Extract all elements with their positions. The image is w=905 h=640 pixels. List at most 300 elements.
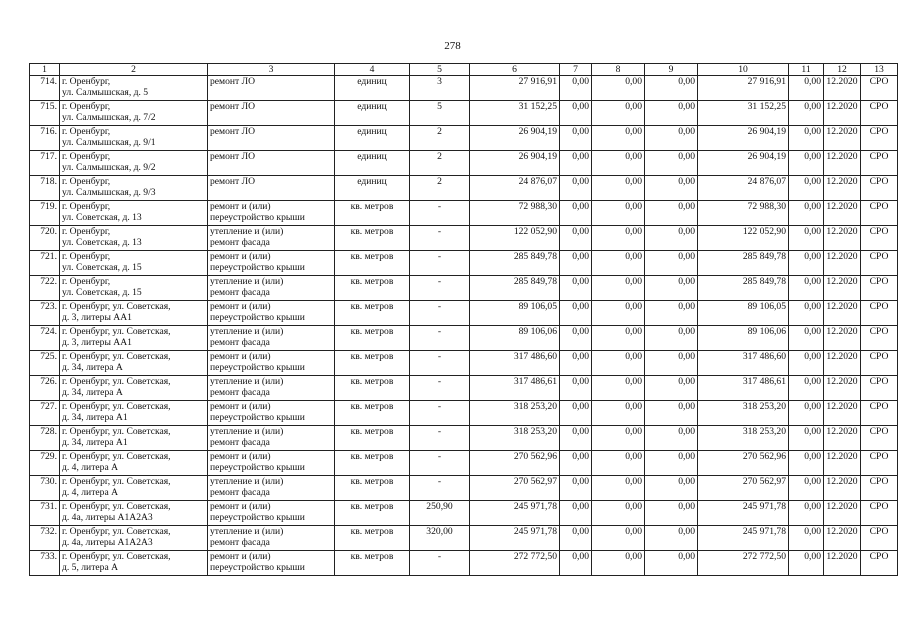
organization-cell: СРО xyxy=(861,326,898,351)
address-line-1: г. Оренбург, ул. Советская, xyxy=(62,451,171,462)
quantity-cell: - xyxy=(410,551,470,576)
col8-cell: 0,00 xyxy=(592,401,645,426)
col7-cell: 0,00 xyxy=(560,76,592,101)
quantity-cell: - xyxy=(410,301,470,326)
address-line-1: г. Оренбург, ул. Советская, xyxy=(62,476,171,487)
address-line-1: г. Оренбург, xyxy=(62,201,111,212)
organization-cell: СРО xyxy=(861,76,898,101)
address-line-1: г. Оренбург, ул. Советская, xyxy=(62,301,171,312)
work-type-line-2: ремонт фасада xyxy=(210,487,270,498)
col7-cell: 0,00 xyxy=(560,476,592,501)
col10-cell: 317 486,60 xyxy=(698,351,789,376)
completion-date-cell: 12.2020 xyxy=(824,276,861,301)
address-line-1: г. Оренбург, ул. Советская, xyxy=(62,551,171,562)
col7-cell: 0,00 xyxy=(560,401,592,426)
col10-cell: 285 849,78 xyxy=(698,276,789,301)
col8-cell: 0,00 xyxy=(592,151,645,176)
column-header: 1 xyxy=(30,64,60,76)
work-type-cell xyxy=(208,551,335,576)
unit-cell: кв. метров xyxy=(335,426,410,451)
unit-cell: единиц xyxy=(335,176,410,201)
col7-cell: 0,00 xyxy=(560,376,592,401)
total-cost-cell: 72 988,30 xyxy=(470,201,560,226)
col7-cell: 0,00 xyxy=(560,201,592,226)
work-type-cell xyxy=(208,501,335,526)
work-type-cell xyxy=(208,276,335,301)
col10-cell: 26 904,19 xyxy=(698,126,789,151)
address-line-2: д. 4, литера А xyxy=(62,487,119,498)
quantity-cell: 2 xyxy=(410,176,470,201)
col10-cell: 31 152,25 xyxy=(698,101,789,126)
table-row xyxy=(30,476,898,501)
col11-cell: 0,00 xyxy=(789,151,824,176)
work-type-line-1: утепление и (или) xyxy=(210,476,284,487)
address-line-2: ул. Салмышская, д. 9/2 xyxy=(62,162,156,173)
work-type-line-2: переустройство крыши xyxy=(210,562,305,573)
address-line-2: ул. Салмышская, д. 5 xyxy=(62,87,149,98)
unit-cell: единиц xyxy=(335,101,410,126)
work-type-line-1: утепление и (или) xyxy=(210,526,284,537)
quantity-cell: - xyxy=(410,276,470,301)
col9-cell: 0,00 xyxy=(645,476,698,501)
address-cell xyxy=(60,326,208,351)
work-type-cell xyxy=(208,426,335,451)
col11-cell: 0,00 xyxy=(789,451,824,476)
col9-cell: 0,00 xyxy=(645,76,698,101)
row-number: 729. xyxy=(30,451,60,476)
quantity-cell: - xyxy=(410,326,470,351)
col8-cell: 0,00 xyxy=(592,176,645,201)
total-cost-cell: 317 486,61 xyxy=(470,376,560,401)
work-type-cell xyxy=(208,401,335,426)
address-cell xyxy=(60,376,208,401)
col9-cell: 0,00 xyxy=(645,201,698,226)
quantity-cell: - xyxy=(410,426,470,451)
address-cell xyxy=(60,426,208,451)
work-type-line-1: ремонт и (или) xyxy=(210,201,271,212)
address-line-1: г. Оренбург, xyxy=(62,76,111,87)
col10-cell: 245 971,78 xyxy=(698,526,789,551)
col9-cell: 0,00 xyxy=(645,426,698,451)
work-type-cell xyxy=(208,176,335,201)
col11-cell: 0,00 xyxy=(789,226,824,251)
organization-cell: СРО xyxy=(861,451,898,476)
address-line-2: д. 3, литеры АА1 xyxy=(62,337,132,348)
column-header: 13 xyxy=(861,64,898,76)
unit-cell: кв. метров xyxy=(335,476,410,501)
unit-cell: единиц xyxy=(335,76,410,101)
table-row xyxy=(30,251,898,276)
address-line-2: ул. Советская, д. 15 xyxy=(62,262,142,273)
work-type-cell xyxy=(208,151,335,176)
work-type-line-1: ремонт и (или) xyxy=(210,351,271,362)
col11-cell: 0,00 xyxy=(789,276,824,301)
address-cell xyxy=(60,451,208,476)
completion-date-cell: 12.2020 xyxy=(824,101,861,126)
work-type-cell xyxy=(208,251,335,276)
unit-cell: кв. метров xyxy=(335,201,410,226)
col7-cell: 0,00 xyxy=(560,501,592,526)
col11-cell: 0,00 xyxy=(789,326,824,351)
organization-cell: СРО xyxy=(861,376,898,401)
work-type-line-1: ремонт и (или) xyxy=(210,501,271,512)
work-type-cell xyxy=(208,326,335,351)
col11-cell: 0,00 xyxy=(789,76,824,101)
completion-date-cell: 12.2020 xyxy=(824,151,861,176)
completion-date-cell: 12.2020 xyxy=(824,326,861,351)
unit-cell: кв. метров xyxy=(335,301,410,326)
col8-cell: 0,00 xyxy=(592,476,645,501)
col9-cell: 0,00 xyxy=(645,401,698,426)
column-header: 6 xyxy=(470,64,560,76)
address-line-2: ул. Советская, д. 15 xyxy=(62,287,142,298)
col10-cell: 122 052,90 xyxy=(698,226,789,251)
unit-cell: кв. метров xyxy=(335,451,410,476)
page-number: 278 xyxy=(444,40,461,52)
col8-cell: 0,00 xyxy=(592,351,645,376)
total-cost-cell: 89 106,06 xyxy=(470,326,560,351)
address-cell xyxy=(60,401,208,426)
col10-cell: 89 106,05 xyxy=(698,301,789,326)
col11-cell: 0,00 xyxy=(789,176,824,201)
organization-cell: СРО xyxy=(861,276,898,301)
quantity-cell: - xyxy=(410,201,470,226)
row-number: 718. xyxy=(30,176,60,201)
work-type-line-2: ремонт фасада xyxy=(210,337,270,348)
col9-cell: 0,00 xyxy=(645,526,698,551)
table-row xyxy=(30,426,898,451)
work-type-cell xyxy=(208,126,335,151)
work-type-line-2: переустройство крыши xyxy=(210,362,305,373)
organization-cell: СРО xyxy=(861,501,898,526)
organization-cell: СРО xyxy=(861,476,898,501)
col9-cell: 0,00 xyxy=(645,501,698,526)
unit-cell: кв. метров xyxy=(335,401,410,426)
work-type-cell xyxy=(208,76,335,101)
organization-cell: СРО xyxy=(861,151,898,176)
address-line-1: г. Оренбург, ул. Советская, xyxy=(62,526,171,537)
column-header: 3 xyxy=(208,64,335,76)
quantity-cell: - xyxy=(410,451,470,476)
completion-date-cell: 12.2020 xyxy=(824,76,861,101)
col8-cell: 0,00 xyxy=(592,551,645,576)
completion-date-cell: 12.2020 xyxy=(824,201,861,226)
work-type-line-1: ремонт и (или) xyxy=(210,551,271,562)
quantity-cell: - xyxy=(410,376,470,401)
work-type-line-2: ремонт фасада xyxy=(210,437,270,448)
organization-cell: СРО xyxy=(861,301,898,326)
organization-cell: СРО xyxy=(861,351,898,376)
col11-cell: 0,00 xyxy=(789,101,824,126)
organization-cell: СРО xyxy=(861,126,898,151)
address-line-2: ул. Советская, д. 13 xyxy=(62,212,142,223)
address-cell xyxy=(60,351,208,376)
table-row xyxy=(30,301,898,326)
work-type-line-1: утепление и (или) xyxy=(210,276,284,287)
work-type-line-2: ремонт фасада xyxy=(210,287,270,298)
col11-cell: 0,00 xyxy=(789,501,824,526)
work-type-cell xyxy=(208,526,335,551)
address-line-1: г. Оренбург, xyxy=(62,276,111,287)
work-type-line-1: утепление и (или) xyxy=(210,326,284,337)
col10-cell: 72 988,30 xyxy=(698,201,789,226)
table-row xyxy=(30,401,898,426)
address-cell xyxy=(60,76,208,101)
col7-cell: 0,00 xyxy=(560,551,592,576)
address-cell xyxy=(60,526,208,551)
column-header: 8 xyxy=(592,64,645,76)
work-type-line-1: утепление и (или) xyxy=(210,376,284,387)
work-type-cell xyxy=(208,301,335,326)
col10-cell: 318 253,20 xyxy=(698,426,789,451)
address-cell xyxy=(60,151,208,176)
table-row xyxy=(30,526,898,551)
total-cost-cell: 272 772,50 xyxy=(470,551,560,576)
completion-date-cell: 12.2020 xyxy=(824,401,861,426)
work-type-line-1: ремонт и (или) xyxy=(210,251,271,262)
organization-cell: СРО xyxy=(861,251,898,276)
quantity-cell: - xyxy=(410,351,470,376)
column-header: 11 xyxy=(789,64,824,76)
total-cost-cell: 285 849,78 xyxy=(470,276,560,301)
completion-date-cell: 12.2020 xyxy=(824,451,861,476)
col10-cell: 285 849,78 xyxy=(698,251,789,276)
address-cell xyxy=(60,201,208,226)
unit-cell: кв. метров xyxy=(335,251,410,276)
col7-cell: 0,00 xyxy=(560,426,592,451)
address-cell xyxy=(60,126,208,151)
organization-cell: СРО xyxy=(861,526,898,551)
row-number: 728. xyxy=(30,426,60,451)
table-row xyxy=(30,501,898,526)
quantity-cell: 2 xyxy=(410,151,470,176)
work-type-line-2: переустройство крыши xyxy=(210,412,305,423)
unit-cell: кв. метров xyxy=(335,501,410,526)
col7-cell: 0,00 xyxy=(560,226,592,251)
column-header: 2 xyxy=(60,64,208,76)
table-row xyxy=(30,151,898,176)
total-cost-cell: 31 152,25 xyxy=(470,101,560,126)
col8-cell: 0,00 xyxy=(592,101,645,126)
col9-cell: 0,00 xyxy=(645,451,698,476)
work-type-line-2: переустройство крыши xyxy=(210,512,305,523)
address-cell xyxy=(60,501,208,526)
table-row xyxy=(30,101,898,126)
table-row xyxy=(30,176,898,201)
work-type-line-2: переустройство крыши xyxy=(210,312,305,323)
unit-cell: единиц xyxy=(335,151,410,176)
row-number: 732. xyxy=(30,526,60,551)
work-type-line-1: утепление и (или) xyxy=(210,226,284,237)
col9-cell: 0,00 xyxy=(645,251,698,276)
col11-cell: 0,00 xyxy=(789,201,824,226)
col7-cell: 0,00 xyxy=(560,276,592,301)
completion-date-cell: 12.2020 xyxy=(824,251,861,276)
col7-cell: 0,00 xyxy=(560,251,592,276)
address-line-1: г. Оренбург, ул. Советская, xyxy=(62,426,171,437)
address-line-2: ул. Салмышская, д. 9/1 xyxy=(62,137,156,148)
column-header: 5 xyxy=(410,64,470,76)
column-header: 7 xyxy=(560,64,592,76)
register-table xyxy=(29,63,898,576)
quantity-cell: - xyxy=(410,476,470,501)
col9-cell: 0,00 xyxy=(645,276,698,301)
organization-cell: СРО xyxy=(861,101,898,126)
total-cost-cell: 318 253,20 xyxy=(470,426,560,451)
unit-cell: кв. метров xyxy=(335,226,410,251)
address-line-1: г. Оренбург, ул. Советская, xyxy=(62,401,171,412)
address-line-1: г. Оренбург, xyxy=(62,176,111,187)
address-line-2: д. 4, литера А xyxy=(62,462,119,473)
col9-cell: 0,00 xyxy=(645,176,698,201)
total-cost-cell: 26 904,19 xyxy=(470,126,560,151)
address-cell xyxy=(60,276,208,301)
col8-cell: 0,00 xyxy=(592,251,645,276)
row-number: 717. xyxy=(30,151,60,176)
organization-cell: СРО xyxy=(861,551,898,576)
col9-cell: 0,00 xyxy=(645,226,698,251)
address-line-1: г. Оренбург, xyxy=(62,101,111,112)
completion-date-cell: 12.2020 xyxy=(824,426,861,451)
total-cost-cell: 270 562,96 xyxy=(470,451,560,476)
work-type-line-1: ремонт ЛО xyxy=(210,176,256,187)
row-number: 733. xyxy=(30,551,60,576)
address-line-2: д. 3, литеры АА1 xyxy=(62,312,132,323)
col10-cell: 270 562,97 xyxy=(698,476,789,501)
unit-cell: кв. метров xyxy=(335,326,410,351)
col7-cell: 0,00 xyxy=(560,451,592,476)
address-line-2: ул. Советская, д. 13 xyxy=(62,237,142,248)
header-row xyxy=(30,64,898,76)
address-cell xyxy=(60,226,208,251)
col10-cell: 317 486,61 xyxy=(698,376,789,401)
col10-cell: 245 971,78 xyxy=(698,501,789,526)
completion-date-cell: 12.2020 xyxy=(824,376,861,401)
address-line-2: ул. Салмышская, д. 9/3 xyxy=(62,187,156,198)
unit-cell: кв. метров xyxy=(335,526,410,551)
quantity-cell: 5 xyxy=(410,101,470,126)
col8-cell: 0,00 xyxy=(592,526,645,551)
col8-cell: 0,00 xyxy=(592,451,645,476)
address-line-2: д. 34, литера А xyxy=(62,362,123,373)
row-number: 725. xyxy=(30,351,60,376)
col7-cell: 0,00 xyxy=(560,351,592,376)
quantity-cell: 3 xyxy=(410,76,470,101)
row-number: 727. xyxy=(30,401,60,426)
work-type-cell xyxy=(208,101,335,126)
address-line-1: г. Оренбург, xyxy=(62,151,111,162)
table-row xyxy=(30,126,898,151)
unit-cell: кв. метров xyxy=(335,551,410,576)
table-row xyxy=(30,326,898,351)
total-cost-cell: 270 562,97 xyxy=(470,476,560,501)
address-cell xyxy=(60,476,208,501)
work-type-line-2: ремонт фасада xyxy=(210,537,270,548)
table-row xyxy=(30,351,898,376)
address-line-1: г. Оренбург, xyxy=(62,251,111,262)
completion-date-cell: 12.2020 xyxy=(824,526,861,551)
col9-cell: 0,00 xyxy=(645,101,698,126)
work-type-cell xyxy=(208,476,335,501)
completion-date-cell: 12.2020 xyxy=(824,476,861,501)
work-type-line-1: утепление и (или) xyxy=(210,426,284,437)
col11-cell: 0,00 xyxy=(789,401,824,426)
col11-cell: 0,00 xyxy=(789,301,824,326)
col8-cell: 0,00 xyxy=(592,276,645,301)
organization-cell: СРО xyxy=(861,426,898,451)
address-cell xyxy=(60,101,208,126)
total-cost-cell: 245 971,78 xyxy=(470,526,560,551)
work-type-line-1: ремонт и (или) xyxy=(210,401,271,412)
total-cost-cell: 318 253,20 xyxy=(470,401,560,426)
quantity-cell: - xyxy=(410,226,470,251)
col8-cell: 0,00 xyxy=(592,326,645,351)
completion-date-cell: 12.2020 xyxy=(824,176,861,201)
col8-cell: 0,00 xyxy=(592,301,645,326)
col9-cell: 0,00 xyxy=(645,376,698,401)
total-cost-cell: 245 971,78 xyxy=(470,501,560,526)
work-type-line-1: ремонт ЛО xyxy=(210,76,256,87)
work-type-cell xyxy=(208,351,335,376)
total-cost-cell: 27 916,91 xyxy=(470,76,560,101)
work-type-line-2: переустройство крыши xyxy=(210,212,305,223)
address-line-2: д. 34, литера А1 xyxy=(62,412,128,423)
col9-cell: 0,00 xyxy=(645,351,698,376)
row-number: 715. xyxy=(30,101,60,126)
total-cost-cell: 24 876,07 xyxy=(470,176,560,201)
address-line-2: ул. Салмышская, д. 7/2 xyxy=(62,112,156,123)
col7-cell: 0,00 xyxy=(560,126,592,151)
col11-cell: 0,00 xyxy=(789,351,824,376)
row-number: 719. xyxy=(30,201,60,226)
work-type-line-1: ремонт и (или) xyxy=(210,301,271,312)
total-cost-cell: 317 486,60 xyxy=(470,351,560,376)
unit-cell: кв. метров xyxy=(335,376,410,401)
col11-cell: 0,00 xyxy=(789,476,824,501)
work-type-cell xyxy=(208,201,335,226)
col10-cell: 272 772,50 xyxy=(698,551,789,576)
completion-date-cell: 12.2020 xyxy=(824,226,861,251)
organization-cell: СРО xyxy=(861,201,898,226)
col11-cell: 0,00 xyxy=(789,251,824,276)
table-row xyxy=(30,276,898,301)
row-number: 714. xyxy=(30,76,60,101)
work-type-cell xyxy=(208,451,335,476)
address-line-1: г. Оренбург, xyxy=(62,226,111,237)
col11-cell: 0,00 xyxy=(789,426,824,451)
col11-cell: 0,00 xyxy=(789,376,824,401)
address-line-2: д. 34, литера А1 xyxy=(62,437,128,448)
col10-cell: 318 253,20 xyxy=(698,401,789,426)
address-cell xyxy=(60,251,208,276)
row-number: 716. xyxy=(30,126,60,151)
unit-cell: кв. метров xyxy=(335,276,410,301)
address-line-2: д. 4а, литеры А1А2А3 xyxy=(62,537,153,548)
col8-cell: 0,00 xyxy=(592,201,645,226)
col9-cell: 0,00 xyxy=(645,326,698,351)
row-number: 724. xyxy=(30,326,60,351)
col8-cell: 0,00 xyxy=(592,426,645,451)
row-number: 721. xyxy=(30,251,60,276)
col7-cell: 0,00 xyxy=(560,151,592,176)
col10-cell: 24 876,07 xyxy=(698,176,789,201)
col7-cell: 0,00 xyxy=(560,101,592,126)
quantity-cell: 250,90 xyxy=(410,501,470,526)
address-line-1: г. Оренбург, xyxy=(62,126,111,137)
address-line-2: д. 34, литера А xyxy=(62,387,123,398)
total-cost-cell: 26 904,19 xyxy=(470,151,560,176)
completion-date-cell: 12.2020 xyxy=(824,351,861,376)
